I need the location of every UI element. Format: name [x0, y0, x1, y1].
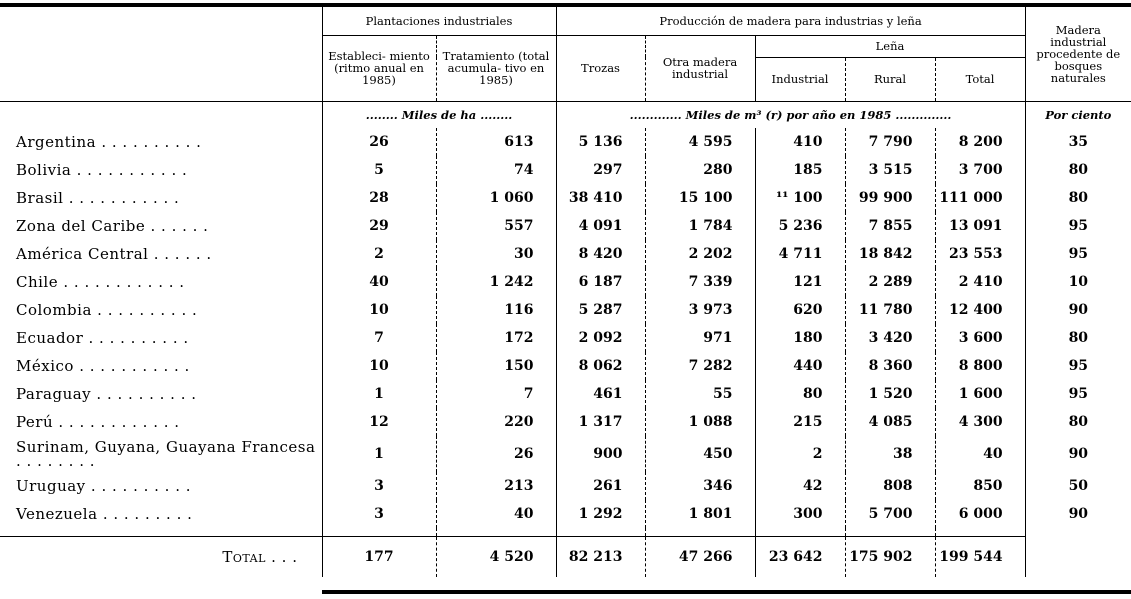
table-row [0, 128, 1131, 156]
cell-col-3: 1 292 [556, 500, 645, 528]
cell-col-6: 5 700 [845, 500, 935, 528]
cell-col-8: 95 [1025, 380, 1131, 408]
cell-col-8: 95 [1025, 240, 1131, 268]
cell-col-5: 185 [755, 156, 845, 184]
cell-col-7: 6 000 [935, 500, 1025, 528]
table-row [0, 268, 1131, 296]
cell-col-6: 38 [845, 436, 935, 472]
cell-col-1: 3 [322, 472, 436, 500]
cell-col-2: 557 [436, 212, 556, 240]
cell-col-4: 450 [645, 436, 755, 472]
cell-col-8: 80 [1025, 156, 1131, 184]
cell-col-8: 90 [1025, 436, 1131, 472]
cell-col-7: 1 600 [935, 380, 1025, 408]
cell-col-6: 7 855 [845, 212, 935, 240]
table-row [0, 156, 1131, 184]
cell-col-7: 199 544 [935, 536, 1025, 577]
row-label: Ecuador . . . . . . . . . . [16, 328, 189, 347]
cell-col-5: 5 236 [755, 212, 845, 240]
cell-col-1: 26 [322, 128, 436, 156]
header-rural: Rural [845, 57, 935, 101]
cell-col-2: 26 [436, 436, 556, 472]
total-row [0, 536, 1131, 577]
cell-col-1: 1 [322, 380, 436, 408]
cell-col-8: 90 [1025, 296, 1131, 324]
cell-col-2: 1 242 [436, 268, 556, 296]
cell-col-2: 116 [436, 296, 556, 324]
table-row [0, 184, 1131, 212]
cell-col-3: 261 [556, 472, 645, 500]
row-label: Zona del Caribe . . . . . . [16, 216, 209, 235]
cell-col-1: 7 [322, 324, 436, 352]
header-trozas: Trozas [556, 35, 645, 101]
cell-col-3: 461 [556, 380, 645, 408]
cell-col-7: 4 300 [935, 408, 1025, 436]
table-row [0, 212, 1131, 240]
cell-col-3: 8 420 [556, 240, 645, 268]
cell-col-2: 613 [436, 128, 556, 156]
cell-col-7: 2 410 [935, 268, 1025, 296]
header-tratamiento: Tratamiento (total acumula- tivo en 1985) [436, 35, 556, 101]
header-madera: Madera industrial procedente de bosques naturales [1025, 7, 1131, 101]
cell-col-6: 7 790 [845, 128, 935, 156]
table-row [0, 380, 1131, 408]
header-otra: Otra madera industrial [645, 35, 755, 101]
header-produccion: Producción de madera para industrias y leña [556, 7, 1025, 35]
cell-col-5: 42 [755, 472, 845, 500]
cell-col-8: 90 [1025, 500, 1131, 528]
cell-col-3: 82 213 [556, 536, 645, 577]
cell-col-3: 6 187 [556, 268, 645, 296]
cell-col-1: 29 [322, 212, 436, 240]
cell-col-6: 808 [845, 472, 935, 500]
cell-col-7: 3 600 [935, 324, 1025, 352]
cell-col-8 [1025, 536, 1131, 577]
table-row [0, 296, 1131, 324]
cell-col-8: 35 [1025, 128, 1131, 156]
cell-col-3: 38 410 [556, 184, 645, 212]
cell-col-3: 4 091 [556, 212, 645, 240]
cell-col-2: 172 [436, 324, 556, 352]
cell-col-6: 11 780 [845, 296, 935, 324]
cell-col-1: 5 [322, 156, 436, 184]
row-label: Colombia . . . . . . . . . . [16, 300, 198, 319]
cell-col-5: 4 711 [755, 240, 845, 268]
cell-col-2: 220 [436, 408, 556, 436]
cell-col-1: 40 [322, 268, 436, 296]
cell-col-2: 1 060 [436, 184, 556, 212]
cell-col-8: 80 [1025, 324, 1131, 352]
cell-col-6: 8 360 [845, 352, 935, 380]
cell-col-3: 1 317 [556, 408, 645, 436]
cell-col-1: 2 [322, 240, 436, 268]
header-lena: Leña [755, 35, 1025, 57]
cell-col-4: 280 [645, 156, 755, 184]
cell-col-4: 346 [645, 472, 755, 500]
cell-col-8: 80 [1025, 184, 1131, 212]
cell-col-1: 28 [322, 184, 436, 212]
cell-col-5: 2 [755, 436, 845, 472]
cell-col-7: 8 800 [935, 352, 1025, 380]
cell-col-4: 7 339 [645, 268, 755, 296]
row-label: Perú . . . . . . . . . . . . [16, 412, 180, 431]
cell-col-5: 410 [755, 128, 845, 156]
cell-col-4: 15 100 [645, 184, 755, 212]
cell-col-5: 440 [755, 352, 845, 380]
cell-col-4: 55 [645, 380, 755, 408]
cell-col-3: 5 136 [556, 128, 645, 156]
cell-col-7: 40 [935, 436, 1025, 472]
cell-col-1: 177 [322, 536, 436, 577]
cell-col-6: 3 515 [845, 156, 935, 184]
blank-corner [0, 7, 322, 101]
cell-col-2: 30 [436, 240, 556, 268]
row-label: Paraguay . . . . . . . . . . [16, 384, 197, 403]
cell-col-3: 8 062 [556, 352, 645, 380]
cell-col-6: 2 289 [845, 268, 935, 296]
cell-col-2: 150 [436, 352, 556, 380]
row-label: Chile . . . . . . . . . . . . [16, 272, 185, 291]
cell-col-2: 213 [436, 472, 556, 500]
cell-col-6: 1 520 [845, 380, 935, 408]
cell-col-6: 3 420 [845, 324, 935, 352]
row-label: Brasil . . . . . . . . . . . [16, 188, 180, 207]
cell-col-7: 850 [935, 472, 1025, 500]
header-industrial: Industrial [755, 57, 845, 101]
cell-col-8: 95 [1025, 352, 1131, 380]
cell-col-7: 3 700 [935, 156, 1025, 184]
cell-col-5: 620 [755, 296, 845, 324]
row-label: Total . . . [0, 536, 322, 577]
unit-m3: ............. Miles de m³ (r) por año en 1985 .............. [556, 101, 1025, 128]
table-row [0, 500, 1131, 528]
cell-col-6: 4 085 [845, 408, 935, 436]
cell-col-4: 7 282 [645, 352, 755, 380]
header-plantaciones: Plantaciones industriales [322, 7, 556, 35]
cell-col-4: 47 266 [645, 536, 755, 577]
cell-col-4: 1 784 [645, 212, 755, 240]
cell-col-2: 40 [436, 500, 556, 528]
table-row [0, 408, 1131, 436]
cell-col-6: 175 902 [845, 536, 935, 577]
cell-col-2: 74 [436, 156, 556, 184]
table-row [0, 352, 1131, 380]
unit-ha: ........ Miles de ha ........ [322, 101, 556, 128]
header-establecimiento: Estableci- miento (ritmo anual en 1985) [322, 35, 436, 101]
row-label: Venezuela . . . . . . . . . [16, 504, 193, 523]
cell-col-4: 2 202 [645, 240, 755, 268]
cell-col-7: 23 553 [935, 240, 1025, 268]
cell-col-7: 111 000 [935, 184, 1025, 212]
cell-col-7: 12 400 [935, 296, 1025, 324]
cell-col-3: 900 [556, 436, 645, 472]
cell-col-8: 95 [1025, 212, 1131, 240]
forestry-table [0, 7, 1131, 577]
cell-col-2: 7 [436, 380, 556, 408]
cell-col-3: 2 092 [556, 324, 645, 352]
row-label: México . . . . . . . . . . . [16, 356, 190, 375]
cell-col-8: 10 [1025, 268, 1131, 296]
table-row [0, 436, 1131, 472]
cell-col-6: 99 900 [845, 184, 935, 212]
cell-col-7: 13 091 [935, 212, 1025, 240]
cell-col-4: 3 973 [645, 296, 755, 324]
cell-col-3: 297 [556, 156, 645, 184]
cell-col-3: 5 287 [556, 296, 645, 324]
cell-col-4: 4 595 [645, 128, 755, 156]
cell-col-5: ¹¹ 100 [755, 184, 845, 212]
row-label: América Central . . . . . . [16, 244, 212, 263]
header-total: Total [935, 57, 1025, 101]
row-label: Uruguay . . . . . . . . . . [16, 476, 192, 495]
row-label: Bolivia . . . . . . . . . . . [16, 160, 188, 179]
cell-col-1: 1 [322, 436, 436, 472]
cell-col-2: 4 520 [436, 536, 556, 577]
cell-col-1: 10 [322, 296, 436, 324]
cell-col-4: 1 088 [645, 408, 755, 436]
cell-col-5: 121 [755, 268, 845, 296]
cell-col-1: 10 [322, 352, 436, 380]
cell-col-4: 1 801 [645, 500, 755, 528]
cell-col-7: 8 200 [935, 128, 1025, 156]
cell-col-1: 3 [322, 500, 436, 528]
cell-col-8: 80 [1025, 408, 1131, 436]
bottom-rule [322, 590, 1131, 594]
cell-col-5: 23 642 [755, 536, 845, 577]
cell-col-6: 18 842 [845, 240, 935, 268]
cell-col-5: 80 [755, 380, 845, 408]
table-row [0, 324, 1131, 352]
cell-col-5: 215 [755, 408, 845, 436]
row-label: Surinam, Guyana, Guayana Francesa . . . . . . . . [16, 437, 316, 470]
cell-col-5: 300 [755, 500, 845, 528]
cell-col-8: 50 [1025, 472, 1131, 500]
cell-col-5: 180 [755, 324, 845, 352]
table-row [0, 472, 1131, 500]
unit-pct: Por ciento [1025, 101, 1131, 128]
cell-col-1: 12 [322, 408, 436, 436]
table-row [0, 240, 1131, 268]
row-label: Argentina . . . . . . . . . . [16, 132, 202, 151]
cell-col-4: 971 [645, 324, 755, 352]
